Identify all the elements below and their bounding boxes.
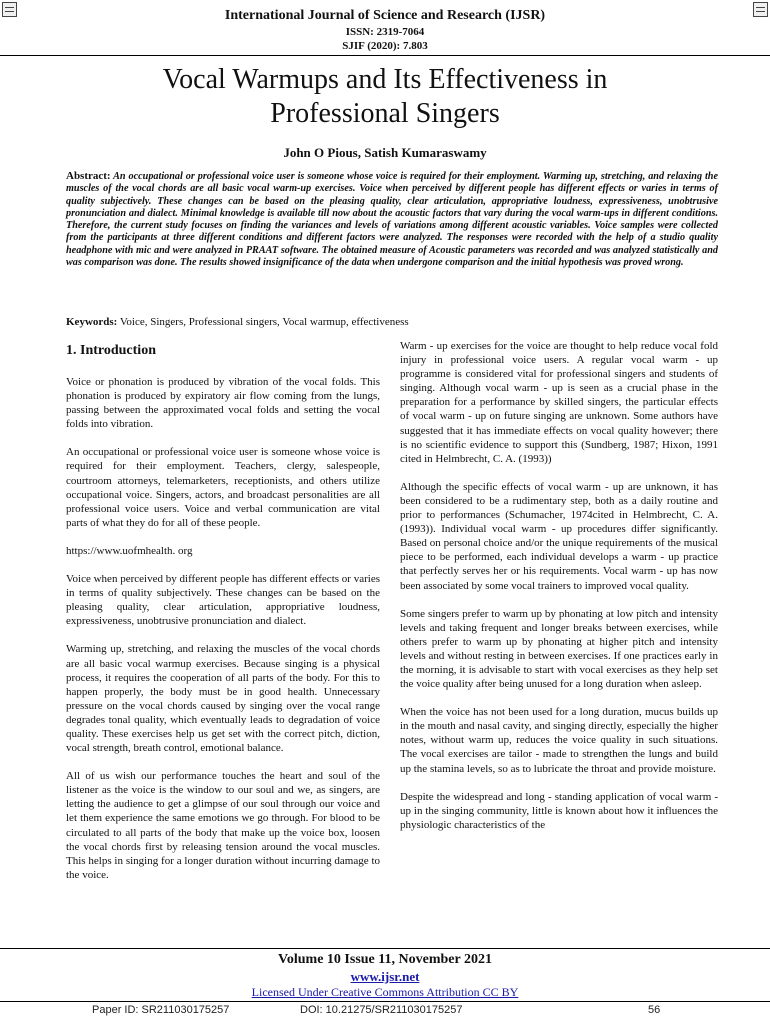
keywords [66,316,409,328]
paper-id: Paper ID: SR211030175257 [92,1004,230,1016]
left-column [66,341,380,896]
footer-rule [0,948,770,949]
paragraph: All of us wish our performance touches the heart and soul of the listener as the voice is the window to our soul and we, as singers, are letting the audience to get a glimpse of our soul through our voice and let them experience the same emotions we go through. For blood to be circulated to all parts of the body that make up the voice box, loosen the vocal chords first by releasing tension around the vocal muscles. This helps in singing for a longer duration without incurring damage to the voice. [66,770,380,881]
doi: DOI: 10.21275/SR211030175257 [300,1004,463,1016]
abstract-text: An occupational or professional voice user is someone whose voice is required for their employment. Warming up, stretching, and relaxing the muscles of the vocal chords are all basic vocal warm-up exercises. Voice when perceived by different people has different effects or varies in terms of quality subjectively. These changes can be based on the pleasing quality, clear articulation, appropriative loudness, expressiveness, unobtrusive pronunciation and dialect. Minimal knowledge is available till now about the acoustic factors that vary during the vocal warm-ups in different conditions. Therefore, the current study focuses on finding the variances and levels of variations among different acoustic variables. Voice samples were collected from the participants at three different conditions and different factors were analyzed. The responses were recorded with the help of a studio quality headphone with mic and were analyzed in PRAAT software. The obtained measure of Acoustic parameters was recorded and was analyzed statistically and was comparison was done. The results showed insignificance of the data when undergone comparison and the initial hypothesis was proved wrong. [66,171,718,269]
paragraph: Warming up, stretching, and relaxing the muscles of the vocal chords are all basic vocal warmup exercises. Because singing is a physical process, it requires the cooperation of all parts of the body. For this to happen properly, the body must be in good health. Unnecessary pressure on the vocal chords caused by singing over the vocal range degrades tonal quality, which eventually leads to degradation of voice quality. These exercises help us get set with the correct pitch, diction, vocal strength, breath control, emotional balance. [66,643,380,755]
paragraph: Some singers prefer to warm up by phonating at low pitch and intensity levels and taking frequent and longer breaks between exercises, while others prefer to warm up by phonating at higher pitch and intensity levels and without resting in between exercises. If one practices early in the morning, it is advisable to start with vocal exercises as they help set the voice quality after being unused for a long duration when asleep. [400,607,718,691]
website-link[interactable]: www.ijsr.net [350,969,420,984]
sjif: SJIF (2020): 7.803 [342,40,428,52]
authors: John O Pious, Satish Kumaraswamy [283,145,487,160]
page-number: 56 [648,1004,661,1016]
paragraph: When the voice has not been used for a long duration, mucus builds up in the mouth and nasal cavity, and singing directly, especially the higher notes, without warm up, reduces the voice quality in such situations. The vocal exercises are tailor - made to strengthen the lungs and build up the stamina levels, so as to lubricate the throat and provide moisture. [400,706,718,775]
abstract-label: Abstract: [66,170,111,182]
section-heading: 1. Introduction [66,343,156,358]
license-row [0,985,770,1000]
volume-issue: Volume 10 Issue 11, November 2021 [278,952,492,967]
paper-title-line2: Professional Singers [270,98,500,129]
keywords-label: Keywords: [66,316,118,328]
paragraph: Although the specific effects of vocal warm - up are unknown, it has been considered to be a rudimentary step, both as a daily routine and prior to performances (Schumacher, 1974cited in Helmbrecht, C. A. (1993)). Individual vocal warm - up procedures differ significantly. Based on personal choice and/or the unique requirements of the musical piece to be performed, each individual develops a warm - up practice that perfectly serves her or his requirements. Vocal warm - up has now been associated by some vocal trainers to improved vocal quality. [400,480,718,592]
issn: ISSN: 2319-7064 [345,26,425,38]
reference-url: https://www.uofmhealth. org [66,544,193,557]
paragraph: Warm - up exercises for the voice are thought to help reduce vocal fold injury in professional voice users. A regular vocal warm - up programme is considered vital for professional singers and students of singing. Although vocal warm - up is seen as a crucial phase in the preparation for a performance by skilled singers, the particular effects of vocal warm - up on future singing are unknown. Some authors have suggested that it has immediate effects on vocal quality however; there is no scientific evidence to support this (Sundberg, 1987; Hixon, 1991 cited in Helmbrecht, C. A. (1993)) [400,340,718,465]
website-link-row [0,969,770,985]
paragraph: Despite the widespread and long - standing application of vocal warm - up in the singing community, little is known about how it influences the physiologic characteristics of the [400,790,718,831]
journal-name: International Journal of Science and Research (IJSR) [224,8,546,23]
license-link[interactable]: Licensed Under Creative Commons Attribution CC BY [251,985,519,999]
paragraph: Voice when perceived by different people has different effects or varies in terms of quality subjectively. These changes can be based on the pleasing quality, clear articulation, appropriative loudness, expressiveness, unobtrusive pronunciation and dialect. [66,573,380,628]
paragraph: An occupational or professional voice user is someone whose voice is required for their employment. Teachers, clergy, salespeople, courtroom attorneys, telemarketers, receptionists, and others utilize occupational voice. Singers, actors, and broadcast personalities are all professional voice users. Voice and verbal communication are vital parts of what they do for all of these people. [66,446,380,529]
footer-bottom-rule [0,1001,770,1002]
right-column [400,339,718,846]
paper-title-line1: Vocal Warmups and Its Effectiveness in [162,64,608,95]
keywords-text: Voice, Singers, Professional singers, Vocal warmup, effectiveness [119,316,409,328]
header-rule [0,55,770,56]
abstract [66,170,718,269]
paragraph: Voice or phonation is produced by vibration of the vocal folds. This phonation is produced by expiratory air flow coming from the lungs, passing between the approximated vocal folds and setting the vocal folds into vibration. [66,376,380,431]
